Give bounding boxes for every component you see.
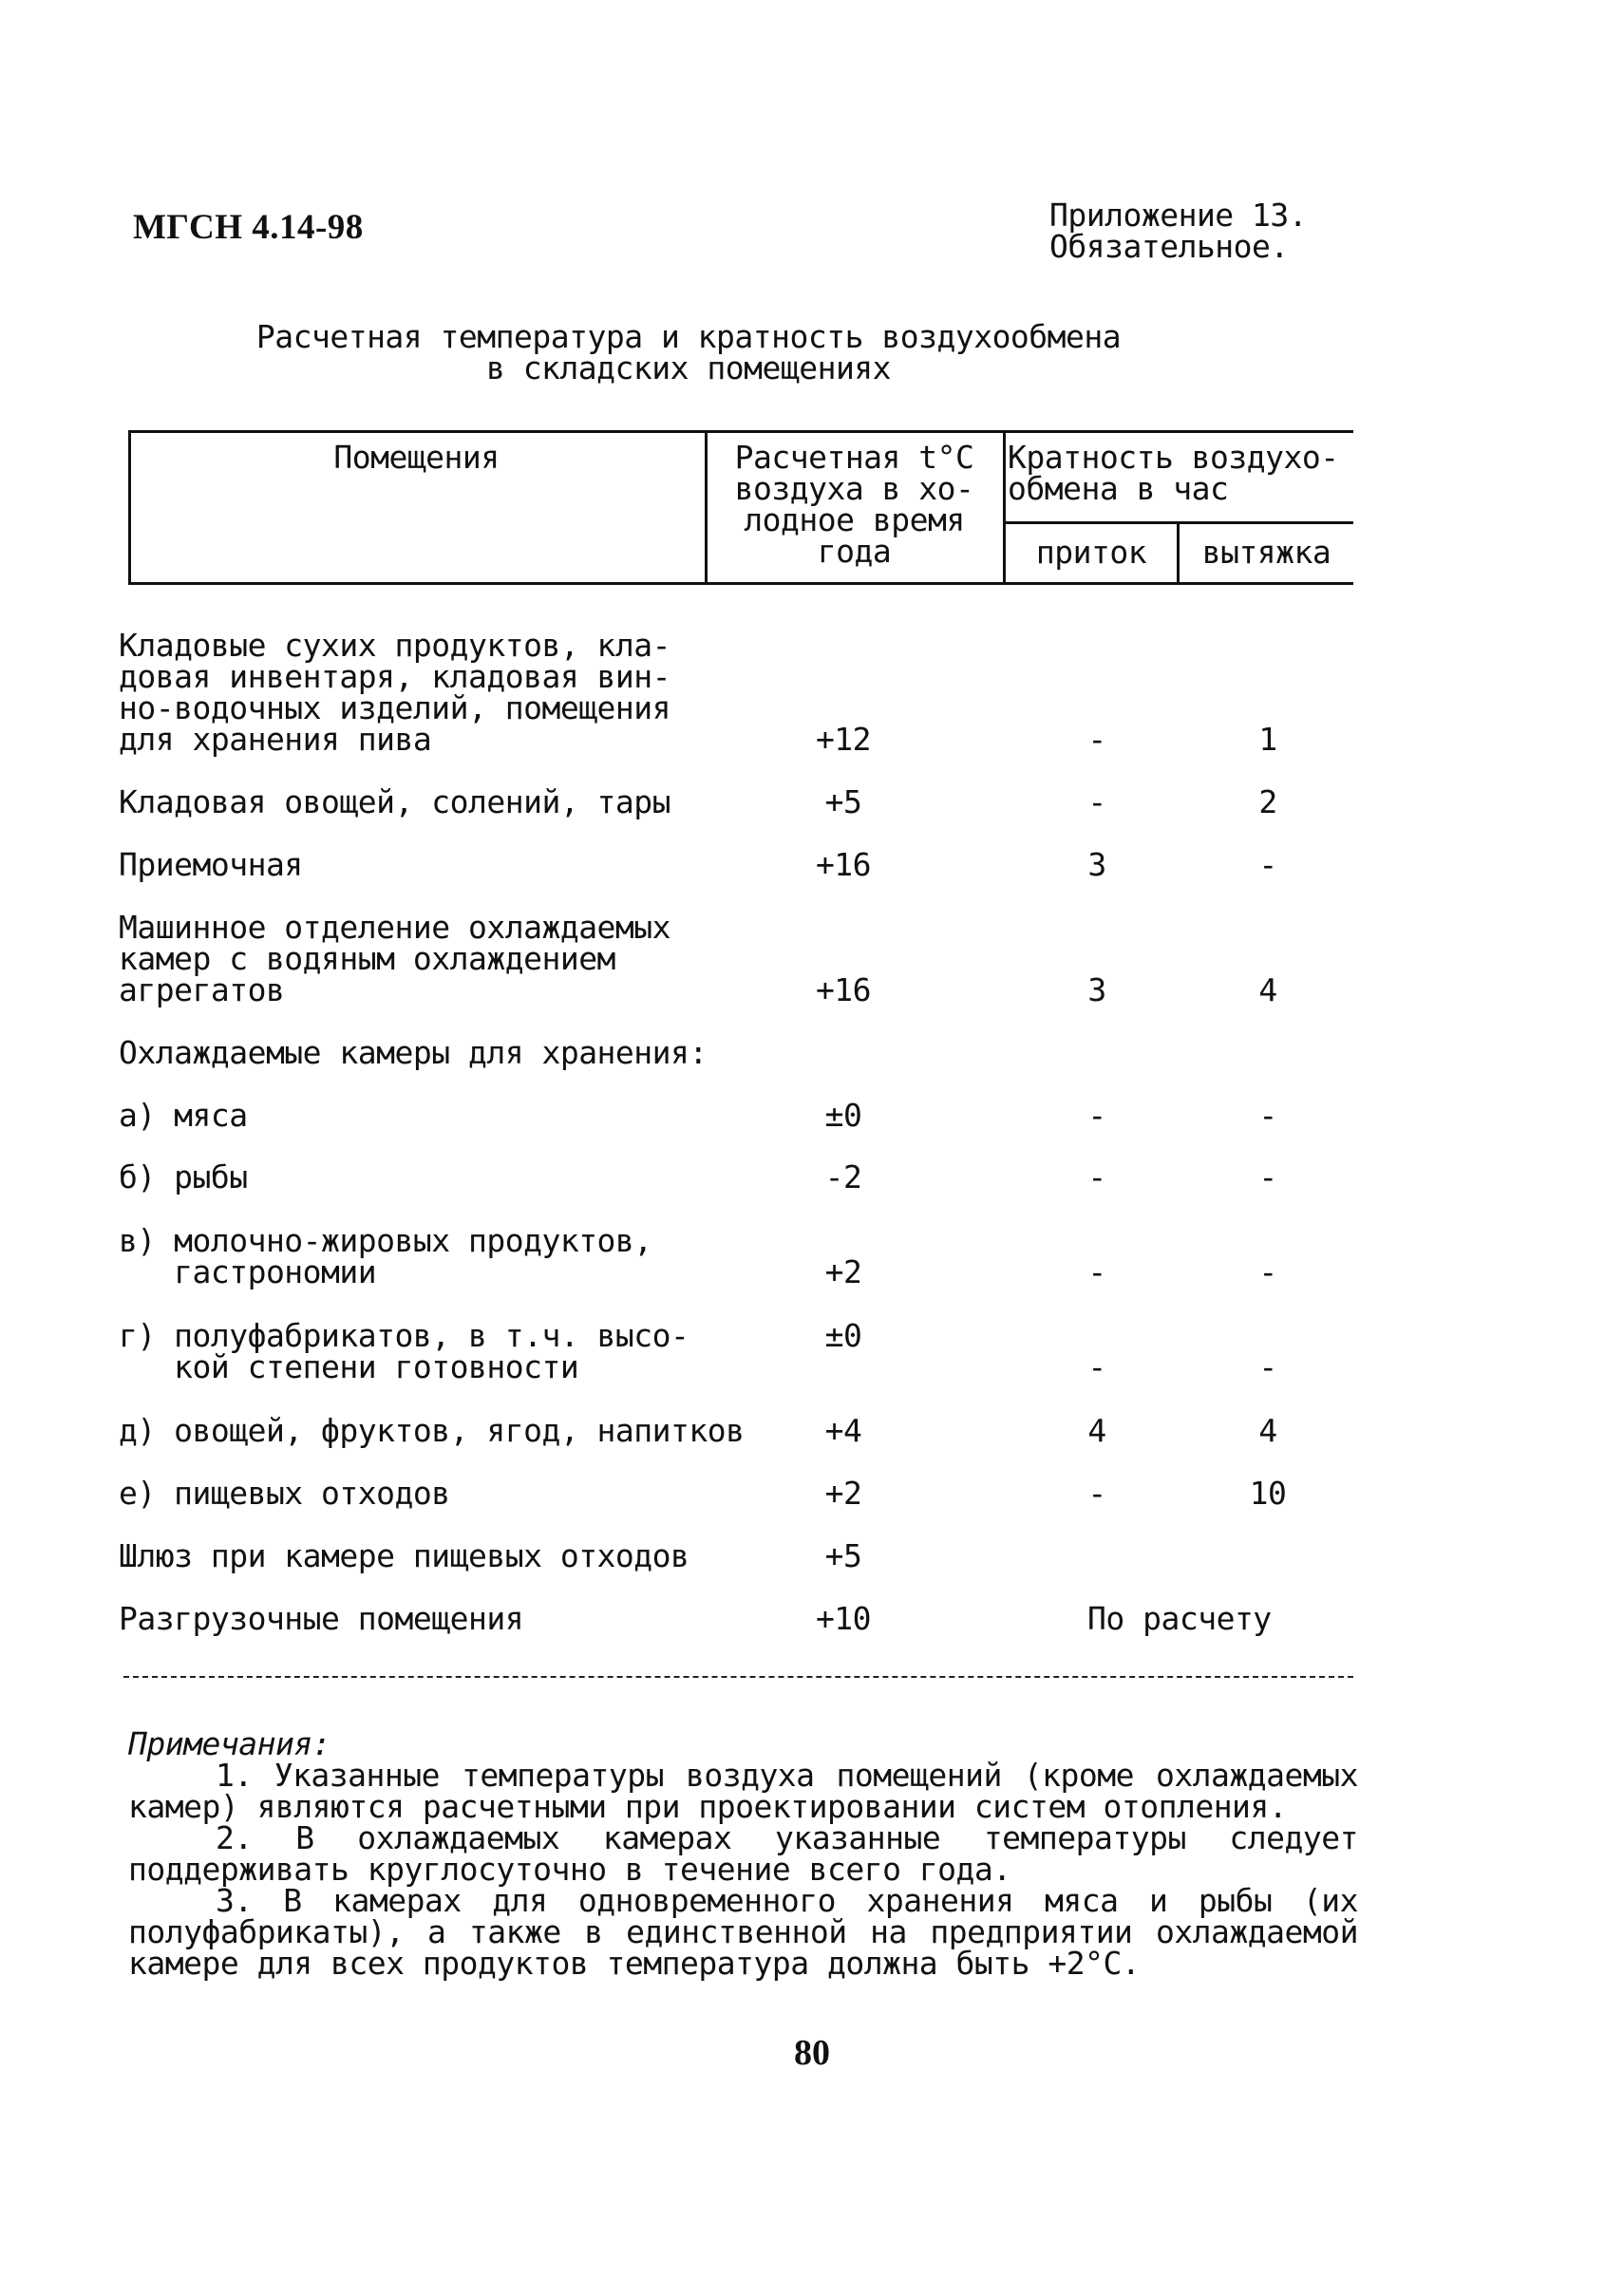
design-temperature: +4 bbox=[824, 1412, 862, 1449]
note-item: 2. В охлаждаемых камерах указанные температуры следует поддерживать круглосуточно в течение всего года. bbox=[128, 1819, 1358, 1888]
inflow-rate: 4 bbox=[1087, 1412, 1106, 1449]
room-name: а) мяса bbox=[119, 1097, 248, 1134]
inflow-rate: - bbox=[1087, 1475, 1106, 1512]
note-item: 3. В камерах для одновременного хранения мяса и рыбы (их полуфабрикаты), а также в единственной на предприятии охлаждаемой камере для всех продуктов температура должна быть +2°С. bbox=[128, 1882, 1358, 1982]
exhaust-rate: 10 bbox=[1249, 1475, 1287, 1512]
design-temperature: +16 bbox=[815, 846, 872, 883]
air-exchange-by-calculation: По расчету bbox=[1087, 1600, 1272, 1637]
header-top-border bbox=[128, 430, 1007, 433]
temp-header-line-3: лодное время bbox=[744, 501, 965, 538]
document-code: МГСН 4.14-98 bbox=[133, 208, 364, 247]
column-header-rooms: Помещения bbox=[333, 439, 500, 476]
design-temperature: +5 bbox=[824, 783, 862, 820]
column-header-temperature bbox=[709, 439, 999, 570]
exhaust-rate: 2 bbox=[1258, 783, 1277, 820]
design-temperature: +16 bbox=[815, 971, 872, 1008]
column-header-inflow: приток bbox=[1035, 534, 1147, 571]
exhaust-rate: 1 bbox=[1258, 721, 1277, 758]
room-name: Кладовая овощей, солений, тары bbox=[119, 783, 671, 820]
design-temperature: +10 bbox=[815, 1600, 872, 1637]
inflow-rate: - bbox=[1087, 1348, 1106, 1385]
design-temperature: +12 bbox=[815, 721, 872, 758]
room-name: Разгрузочные помещения bbox=[119, 1600, 524, 1637]
appendix-label bbox=[1049, 197, 1308, 265]
column-header-air-exchange bbox=[1008, 439, 1353, 507]
header-subdivider bbox=[1003, 521, 1353, 524]
room-name: д) овощей, фруктов, ягод, напитков bbox=[119, 1412, 745, 1449]
room-name: Шлюз при камере пищевых отходов bbox=[119, 1537, 689, 1574]
table-end-divider bbox=[123, 1676, 1353, 1678]
exhaust-rate: - bbox=[1258, 1158, 1277, 1195]
room-name: Кладовые сухих продуктов, кла- довая инвентаря, кладовая вин- но-водочных изделий, помещения для хранения пива bbox=[119, 627, 671, 758]
inflow-rate: - bbox=[1087, 1158, 1106, 1195]
design-temperature: ±0 bbox=[824, 1317, 862, 1354]
room-name: Машинное отделение охлаждаемых камер с водяным охлаждением агрегатов bbox=[119, 909, 671, 1008]
title-line-1: Расчетная температура и кратность воздухообмена bbox=[255, 318, 1122, 355]
inflow-rate: - bbox=[1087, 783, 1106, 820]
exhaust-rate: - bbox=[1258, 1348, 1277, 1385]
room-name: г) полуфабрикатов, в т.ч. высо- кой степени готовности bbox=[119, 1317, 689, 1385]
design-temperature: ±0 bbox=[824, 1097, 862, 1134]
inflow-rate: - bbox=[1087, 721, 1106, 758]
room-name: Приемочная bbox=[119, 846, 303, 883]
appendix-status: Обязательное. bbox=[1049, 228, 1289, 265]
inflow-rate: - bbox=[1087, 1097, 1106, 1134]
exhaust-rate: - bbox=[1258, 846, 1277, 883]
room-name: е) пищевых отходов bbox=[119, 1475, 450, 1512]
inflow-rate: 3 bbox=[1087, 971, 1106, 1008]
temp-header-line-2: воздуха в хо- bbox=[734, 470, 974, 507]
design-temperature: +2 bbox=[824, 1253, 862, 1290]
note-item: 1. Указанные температуры воздуха помещений (кроме охлаждаемых камер) являются расчетными при проектировании систем отопления. bbox=[128, 1757, 1358, 1825]
appendix-number: Приложение 13. bbox=[1049, 197, 1308, 234]
exchange-header-line-2: обмена в час bbox=[1008, 470, 1229, 507]
header-divider-1 bbox=[705, 430, 708, 582]
exchange-header-line-1: Кратность воздухо- bbox=[1008, 439, 1339, 476]
temp-header-line-4: года bbox=[817, 533, 892, 570]
notes-heading: Примечания: bbox=[128, 1725, 331, 1762]
exhaust-rate: - bbox=[1258, 1097, 1277, 1134]
document-title bbox=[133, 318, 1244, 386]
inflow-rate: 3 bbox=[1087, 846, 1106, 883]
inflow-rate: - bbox=[1087, 1253, 1106, 1290]
header-top-border-right bbox=[1007, 430, 1353, 433]
column-header-exhaust: вытяжка bbox=[1201, 534, 1331, 571]
exhaust-rate: 4 bbox=[1258, 1412, 1277, 1449]
design-temperature: +2 bbox=[824, 1475, 862, 1512]
exhaust-rate: 4 bbox=[1258, 971, 1277, 1008]
exhaust-rate: - bbox=[1258, 1253, 1277, 1290]
room-name: Охлаждаемые камеры для хранения: bbox=[119, 1034, 708, 1071]
design-temperature: +5 bbox=[824, 1537, 862, 1574]
room-name: в) молочно-жировых продуктов, гастрономии bbox=[119, 1222, 652, 1290]
temp-header-line-1: Расчетная t°С bbox=[734, 439, 974, 476]
title-line-2: в складских помещениях bbox=[485, 349, 892, 386]
page-number: 80 bbox=[794, 2033, 830, 2073]
table-header bbox=[128, 430, 1353, 585]
design-temperature: -2 bbox=[824, 1158, 862, 1195]
room-name: б) рыбы bbox=[119, 1158, 248, 1195]
